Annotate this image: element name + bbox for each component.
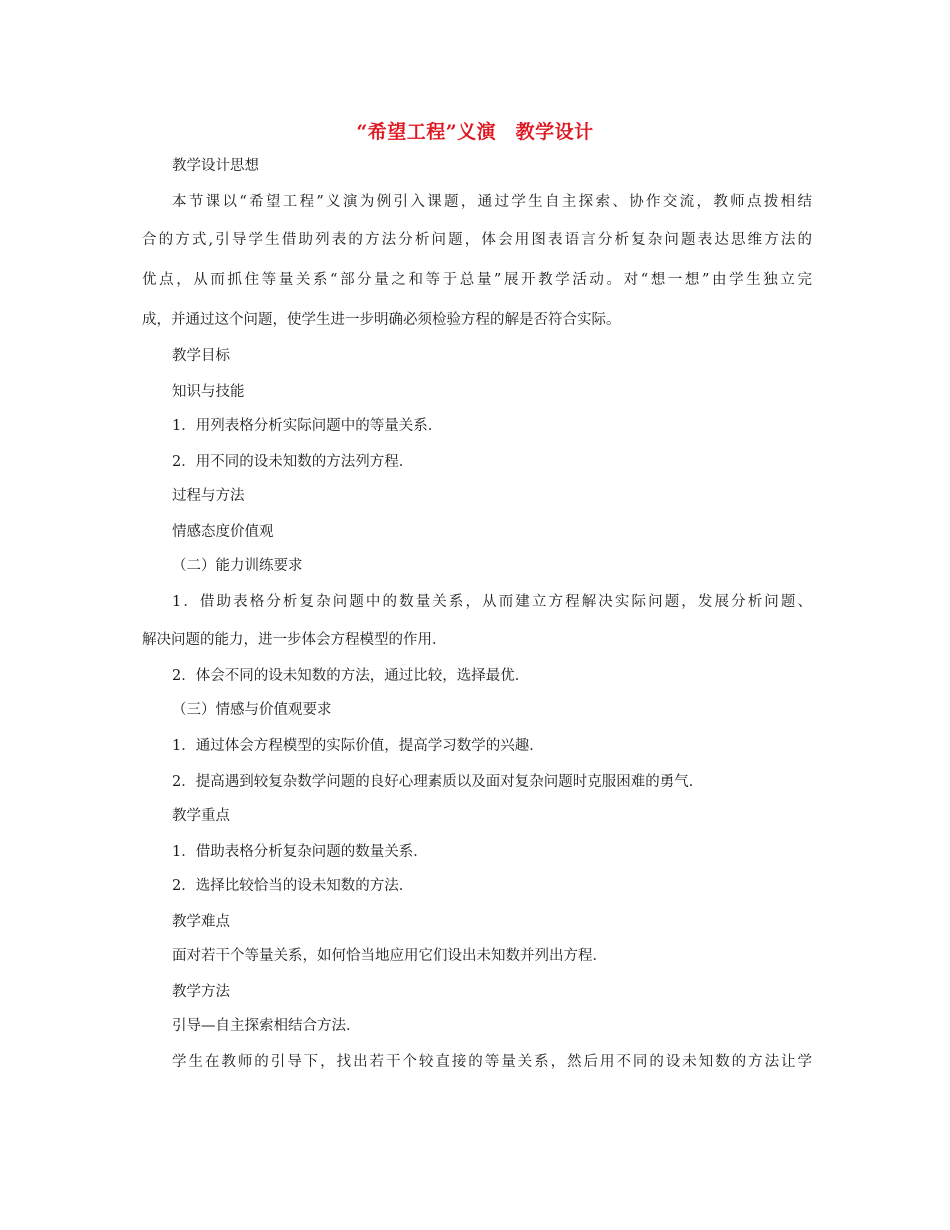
subheading-emotion-requirements: （三）情感与价值观要求 bbox=[172, 702, 332, 718]
heading-design-idea: 教学设计思想 bbox=[172, 158, 259, 174]
paragraph-line: 合的方式,引导学生借助列表的方法分析问题，体会用图表语言分析复杂问题表达思维方法的 bbox=[142, 232, 812, 248]
subheading-ability-requirements: （二）能力训练要求 bbox=[172, 558, 303, 574]
list-item: 1．用列表格分析实际问题中的等量关系． bbox=[172, 418, 443, 434]
subheading-emotion-values: 情感态度价值观 bbox=[172, 524, 274, 540]
subheading-knowledge-skills: 知识与技能 bbox=[172, 384, 245, 400]
paragraph-line: 优点，从而抓住等量关系“部分量之和等于总量”展开教学活动。对“想一想”由学生独立完 bbox=[142, 272, 812, 288]
list-item: 1．借助表格分析复杂问题的数量关系． bbox=[172, 844, 428, 860]
list-item: 2．用不同的设未知数的方法列方程． bbox=[172, 454, 414, 470]
subheading-process-method: 过程与方法 bbox=[172, 488, 245, 504]
paragraph-line: 引导—自主探索相结合方法． bbox=[172, 1018, 361, 1034]
paragraph-line: 本节课以“希望工程”义演为例引入课题，通过学生自主探索、协作交流，教师点拨相结 bbox=[172, 194, 812, 210]
heading-objectives: 教学目标 bbox=[172, 348, 230, 364]
list-item: 2．体会不同的设未知数的方法，通过比较，选择最优． bbox=[172, 668, 530, 684]
list-item: 2．选择比较恰当的设未知数的方法． bbox=[172, 878, 414, 894]
list-item: 1．借助表格分析复杂问题中的数量关系，从而建立方程解决实际问题，发展分析问题、 bbox=[172, 594, 812, 610]
heading-difficulties: 教学难点 bbox=[172, 914, 230, 930]
list-item-continuation: 解决问题的能力，进一步体会方程模型的作用． bbox=[142, 632, 447, 648]
heading-methods: 教学方法 bbox=[172, 984, 230, 1000]
paragraph-line: 学生在教师的引导下，找出若干个较直接的等量关系，然后用不同的设未知数的方法让学 bbox=[172, 1054, 812, 1070]
list-item: 2．提高遇到较复杂数学问题的良好心理素质以及面对复杂问题时克服困难的勇气． bbox=[172, 774, 704, 790]
heading-key-points: 教学重点 bbox=[172, 808, 230, 824]
list-item: 1．通过体会方程模型的实际价值，提高学习数学的兴趣． bbox=[172, 738, 544, 754]
document-title: “希望工程”义演 教学设计 bbox=[356, 121, 594, 143]
paragraph-line: 成，并通过这个问题，使学生进一步明确必须检验方程的解是否符合实际。 bbox=[142, 312, 621, 328]
paragraph-line: 面对若干个等量关系，如何恰当地应用它们设出未知数并列出方程． bbox=[172, 948, 607, 964]
